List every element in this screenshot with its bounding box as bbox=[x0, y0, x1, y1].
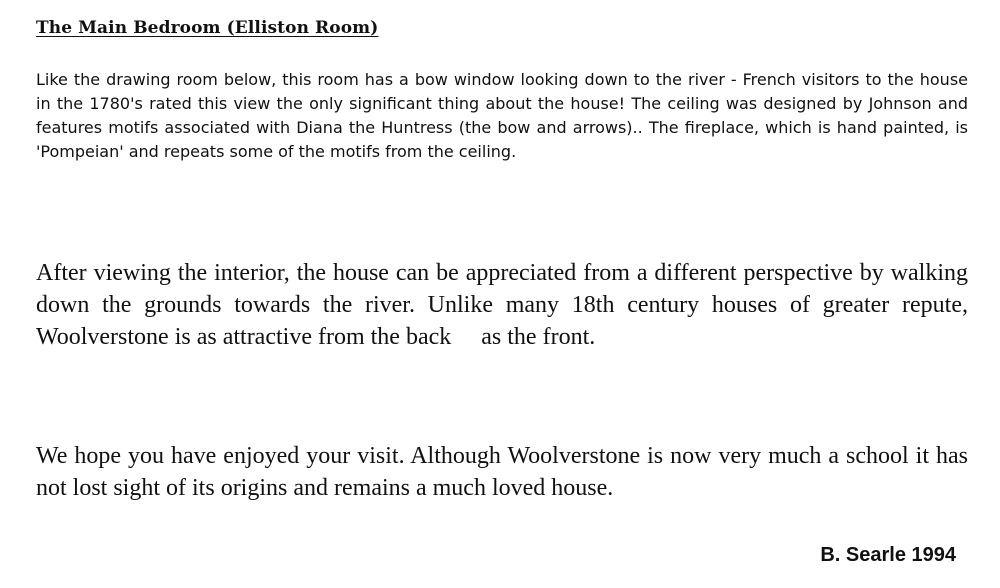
grounds-paragraph-text: After viewing the interior, the house can be appreciated from a different perspective by walking down the grounds towards the river. Unlike many 18th century houses of greater repute, Woolverstone is as attractive from the back bbox=[36, 260, 968, 350]
closing-paragraph: We hope you have enjoyed your visit. Although Woolverstone is now very much a school it has not lost sight of its origins and remains a much loved house. bbox=[36, 443, 968, 501]
section-heading: The Main Bedroom (Elliston Room) bbox=[36, 18, 379, 38]
author-signature: B. Searle 1994 bbox=[820, 544, 956, 566]
grounds-paragraph-ending: as the front. bbox=[481, 324, 596, 350]
bedroom-description-paragraph: Like the drawing room below, this room has a bow window looking down to the river - French visitors to the house in the 1780's rated this view the only significant thing about the house! The ceiling was designed by Johnson and features motifs associated with Diana the Huntress (the bow and arrows).. The fireplace, which is hand painted, is 'Pompeian' and repeats some of the motifs from the ceiling. bbox=[36, 70, 968, 161]
grounds-paragraph bbox=[36, 257, 968, 353]
